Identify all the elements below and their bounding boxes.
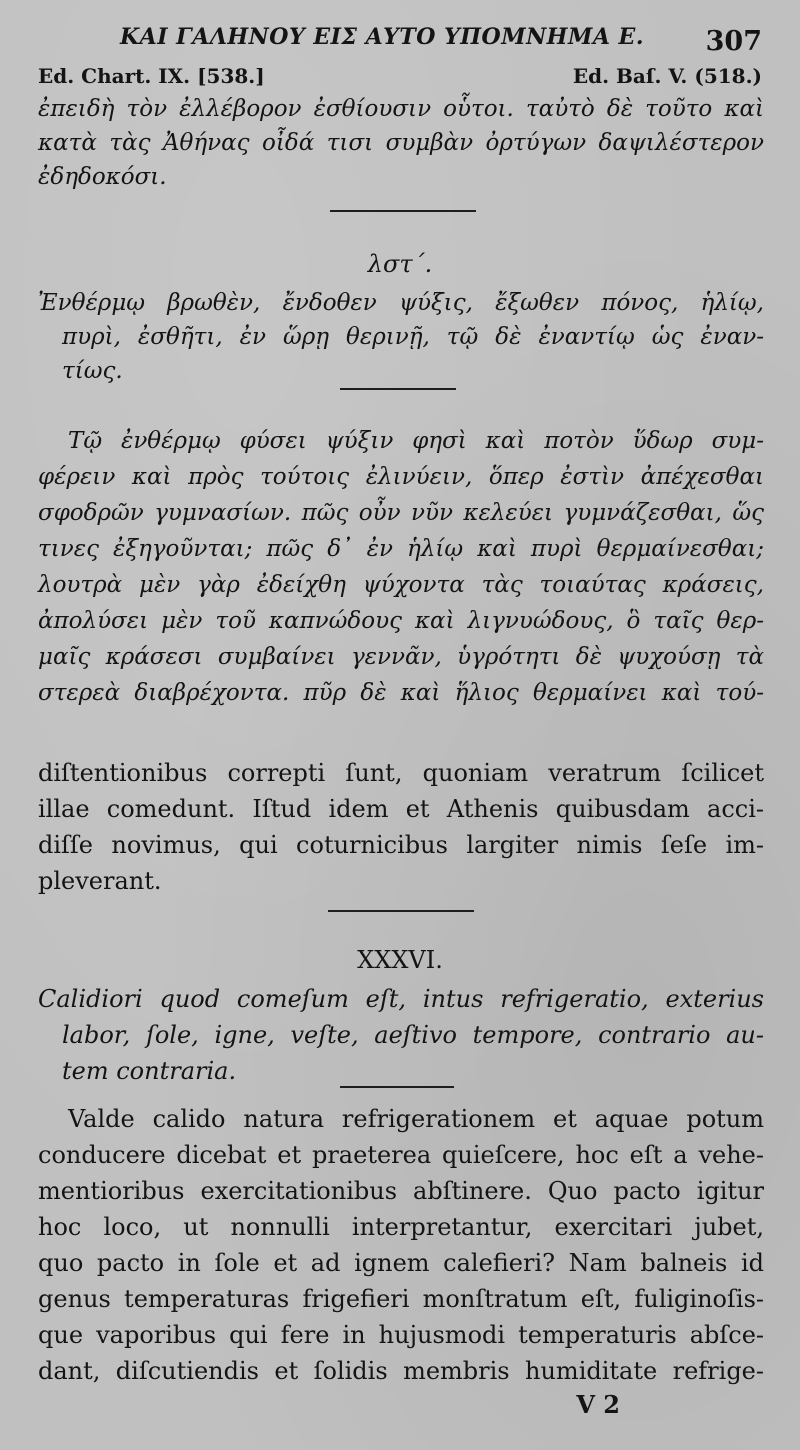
separator-rule — [328, 910, 474, 912]
greek-commentary-line: λουτρὰ μὲν γὰρ ἐδείχθη ψύχοντα τὰς τοιαύτας κράσεις, — [38, 572, 764, 598]
signature-mark: V 2 — [576, 1390, 620, 1419]
latin-prev-line: diſtentionibus correpti ſunt, quoniam veratrum ſcilicet — [38, 759, 764, 787]
separator-rule — [330, 210, 476, 212]
greek-commentary-line: σφοδρῶν γυμνασίων. πῶς οὖν νῦν κελεύει γυμνάζεσθαι, ὥς — [38, 500, 764, 526]
latin-aphorism-line: tem contraria. — [62, 1057, 237, 1085]
latin-commentary-line: mentioribus exercitationibus abſtinere. Quo pacto igitur — [38, 1177, 764, 1205]
latin-section-number: XXXVI. — [357, 946, 443, 974]
greek-prev-line: ἐπειδὴ τὸν ἐλλέβορον ἐσθίουσιν οὗτοι. ταὐτὸ δὲ τοῦτο καὶ — [38, 96, 764, 122]
latin-commentary-line: que vaporibus qui fere in hujusmodi temperaturis abſce- — [38, 1321, 764, 1349]
greek-prev-line: ἐδηδοκόσι. — [38, 164, 167, 190]
separator-rule — [340, 388, 456, 390]
greek-commentary-line: ἀπολύσει μὲν τοῦ καπνώδους καὶ λιγνυώδους, ὃ ταῖς θερ- — [38, 608, 764, 634]
page-number: 307 — [705, 26, 762, 57]
greek-aphorism-line: Ἐνθέρμῳ βρωθὲν, ἔνδοθεν ψύξις, ἔξωθεν πόνος, ἡλίῳ, — [38, 290, 764, 316]
greek-aphorism-line: τίως. — [62, 358, 123, 384]
latin-commentary-line: quo pacto in ſole et ad ignem calefieri? Nam balneis id — [38, 1249, 764, 1277]
greek-prev-line: κατὰ τὰς Ἀθήνας οἶδά τισι συμβὰν ὀρτύγων δαψιλέστερον — [38, 130, 764, 156]
latin-commentary-line: conducere dicebat et praeterea quieſcere, hoc eſt a vehe- — [38, 1141, 764, 1169]
latin-commentary-line: genus temperaturas frigefieri monſtratum eſt, fuliginoſis- — [38, 1285, 764, 1313]
edition-reference-left: Ed. Chart. IX. [538.] — [38, 64, 265, 88]
latin-commentary-line: dant, diſcutiendis et ſolidis membris humiditate refrige- — [38, 1357, 764, 1385]
edition-reference-right: Ed. Baſ. V. (518.) — [572, 64, 762, 88]
latin-prev-line: pleverant. — [38, 867, 162, 895]
greek-commentary-line: τινες ἐξηγοῦνται; πῶς δ᾽ ἐν ἡλίῳ καὶ πυρὶ θερμαίνεσθαι; — [38, 536, 764, 562]
greek-commentary-line: φέρειν καὶ πρὸς τούτοις ἐλινύειν, ὅπερ ἐστὶν ἀπέχεσθαι — [38, 464, 764, 490]
latin-prev-line: diſſe novimus, qui coturnicibus largiter nimis ſeſe im- — [38, 831, 764, 859]
latin-aphorism-line: labor, ſole, igne, veſte, aeſtivo tempore, contrario au- — [62, 1021, 764, 1049]
latin-commentary-line: Valde calido natura refrigerationem et aquae potum — [68, 1105, 764, 1133]
running-head: ΚΑΙ ΓΑΛΗΝΟΥ ΕΙΣ ΑΥΤΟ ΥΠΟΜΝΗΜΑ Ε. — [120, 24, 644, 50]
greek-commentary-line: μαῖς κράσεσι συμβαίνει γεννᾶν, ὑγρότητι δὲ ψυχούσῃ τὰ — [38, 644, 764, 670]
greek-section-number: λστ΄. — [367, 250, 433, 278]
latin-commentary-line: hoc loco, ut nonnulli interpretantur, exercitari jubet, — [38, 1213, 764, 1241]
greek-commentary-line: στερεὰ διαβρέχοντα. πῦρ δὲ καὶ ἥλιος θερμαίνει καὶ τού- — [38, 680, 764, 706]
separator-rule — [340, 1086, 454, 1088]
greek-aphorism-line: πυρὶ, ἐσθῆτι, ἐν ὥρῃ θερινῇ, τῷ δὲ ἐναντίῳ ὡς ἐναν- — [62, 324, 764, 350]
latin-aphorism-line: Calidiori quod comeſum eſt, intus refrigeratio, exterius — [38, 985, 764, 1013]
greek-commentary-line: Τῷ ἐνθέρμῳ φύσει ψύξιν φησὶ καὶ ποτὸν ὕδωρ συμ- — [68, 428, 764, 454]
latin-prev-line: illae comedunt. Iſtud idem et Athenis quibusdam acci- — [38, 795, 764, 823]
